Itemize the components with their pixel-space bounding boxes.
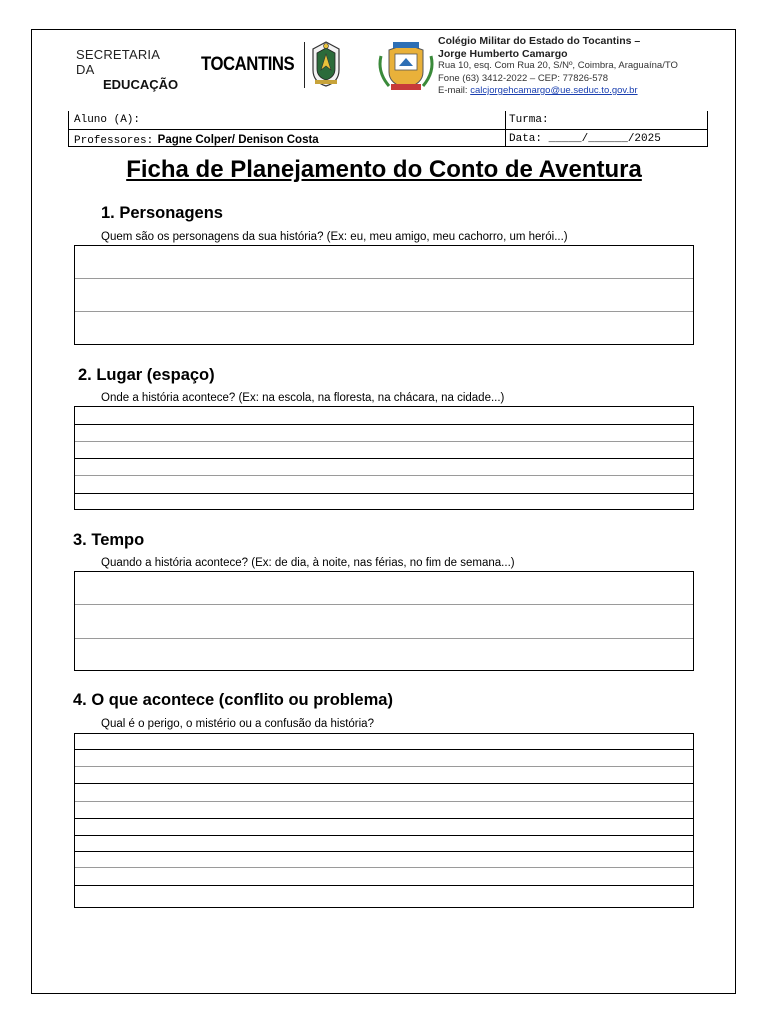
section-3-answer-box[interactable] [74, 571, 694, 671]
writing-line [75, 493, 693, 494]
writing-line [75, 458, 693, 459]
writing-line [75, 851, 693, 852]
writing-line [75, 818, 693, 819]
school-crest-icon [375, 38, 437, 94]
writing-line [75, 783, 693, 784]
info-row-1 [69, 111, 707, 128]
school-address: Rua 10, esq. Com Rua 20, S/Nº, Coimbra, Araguaína/TO [438, 60, 678, 71]
section-2-heading: 2. Lugar (espaço) [78, 366, 215, 384]
school-phone: Fone (63) 3412-2022 – CEP: 77826-578 [438, 72, 609, 84]
writing-line [75, 441, 693, 442]
professores-label: Professores: [74, 135, 154, 147]
section-3-question: Quando a história acontece? (Ex: de dia, à noite, nas férias, no fim de semana...) [101, 557, 515, 569]
student-info-table [68, 111, 708, 147]
turma-field[interactable]: Turma: [509, 114, 549, 126]
professores-value: Pagne Colper/ Denison Costa [157, 134, 319, 146]
info-row-2 [69, 129, 707, 147]
data-field[interactable]: Data: _____/______/2025 [509, 133, 661, 145]
state-name: TOCANTINS [201, 54, 295, 75]
section-4-heading: 4. O que acontece (conflito ou problema) [73, 691, 393, 709]
secretaria-line2: EDUCAÇÃO [103, 77, 179, 92]
section-1-answer-box[interactable] [74, 245, 694, 345]
professores-field [74, 132, 319, 148]
aluno-field[interactable]: Aluno (A): [74, 114, 141, 126]
logo-divider [304, 42, 305, 88]
email-label: E-mail: [438, 85, 468, 96]
school-info [438, 35, 738, 98]
email-link[interactable]: calcjorgehcamargo@ue.seduc.to.gov.br [470, 85, 638, 96]
writing-line [75, 867, 693, 868]
section-3-heading: 3. Tempo [73, 531, 145, 549]
writing-line [75, 885, 693, 886]
school-email-line [438, 85, 738, 98]
writing-line [75, 311, 693, 312]
writing-line [75, 801, 693, 802]
section-1-question: Quem são os personagens da sua história? (Ex: eu, meu amigo, meu cachorro, um herói...) [101, 231, 568, 243]
school-name-line1: Colégio Militar do Estado do Tocantins – [438, 35, 641, 47]
writing-line [75, 835, 693, 836]
writing-line [75, 604, 693, 605]
secretaria-line1: SECRETARIA DA [76, 47, 160, 77]
section-4-answer-box[interactable] [74, 733, 694, 908]
secretaria-logo [76, 47, 179, 92]
writing-line [75, 638, 693, 639]
state-crest-icon [309, 40, 343, 88]
section-4-question: Qual é o perigo, o mistério ou a confusão da história? [101, 718, 374, 730]
section-2-answer-box[interactable] [74, 406, 694, 510]
writing-line [75, 424, 693, 425]
page-title-text: Ficha de Planejamento do Conto de Aventura [126, 156, 642, 183]
writing-line [75, 278, 693, 279]
writing-line [75, 766, 693, 767]
section-1-heading: 1. Personagens [101, 204, 223, 222]
school-name-line2: Jorge Humberto Camargo [438, 47, 568, 60]
section-2-question: Onde a história acontece? (Ex: na escola, na floresta, na chácara, na cidade...) [101, 392, 505, 404]
page-title [0, 156, 768, 184]
writing-line [75, 475, 693, 476]
writing-line [75, 749, 693, 750]
